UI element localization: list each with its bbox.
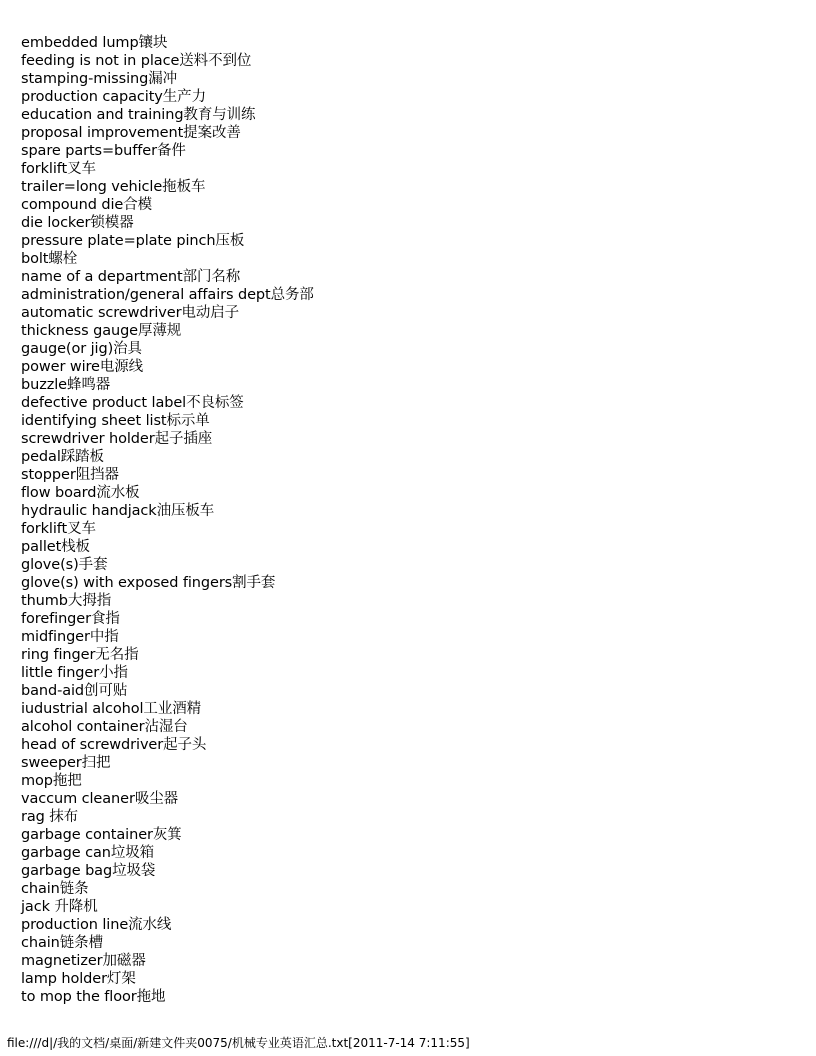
glossary-line: embedded lump镶块	[21, 35, 168, 51]
glossary-line: trailer=long vehicle拖板车	[21, 179, 206, 195]
glossary-line: pallet栈板	[21, 539, 90, 555]
glossary-line: automatic screwdriver电动启子	[21, 305, 240, 321]
glossary-line: spare parts=buffer备件	[21, 143, 186, 159]
glossary-line: forklift叉车	[21, 161, 96, 177]
glossary-line: compound die合模	[21, 197, 152, 213]
glossary-line: buzzle蜂鸣器	[21, 377, 111, 393]
glossary-line: name of a department部门名称	[21, 269, 241, 285]
glossary-line: sweeper扫把	[21, 755, 111, 771]
glossary-line: midfinger中指	[21, 629, 119, 645]
glossary-line: thickness gauge厚薄规	[21, 323, 182, 339]
glossary-line: band-aid创可贴	[21, 683, 128, 699]
glossary-line: pressure plate=plate pinch压板	[21, 233, 245, 249]
glossary-line: education and training教育与训练	[21, 107, 256, 123]
glossary-line: jack 升降机	[21, 899, 98, 915]
glossary-line: to mop the floor拖地	[21, 989, 166, 1005]
glossary-line: power wire电源线	[21, 359, 144, 375]
glossary-line: thumb大拇指	[21, 593, 112, 609]
glossary-line: production capacity生产力	[21, 89, 206, 105]
glossary-line: defective product label不良标签	[21, 395, 244, 411]
glossary-line: ring finger无名指	[21, 647, 139, 663]
glossary-line: garbage can垃圾箱	[21, 845, 155, 861]
glossary-line: feeding is not in place送料不到位	[21, 53, 252, 69]
glossary-line: forklift叉车	[21, 521, 96, 537]
glossary-line: garbage bag垃圾袋	[21, 863, 156, 879]
glossary-line: hydraulic handjack油压板车	[21, 503, 215, 519]
glossary-line: gauge(or jig)治具	[21, 341, 142, 357]
glossary-line: glove(s) with exposed fingers割手套	[21, 575, 276, 591]
glossary-line: iudustrial alcohol工业酒精	[21, 701, 202, 717]
glossary-line: production line流水线	[21, 917, 172, 933]
glossary-line: screwdriver holder起子插座	[21, 431, 213, 447]
glossary-line: glove(s)手套	[21, 557, 108, 573]
glossary-line: vaccum cleaner吸尘器	[21, 791, 179, 807]
glossary-line: proposal improvement提案改善	[21, 125, 241, 141]
glossary-line: forefinger食指	[21, 611, 120, 627]
glossary-line: chain链条	[21, 881, 89, 897]
glossary-line: alcohol container沾湿台	[21, 719, 188, 735]
glossary-line: stopper阻挡器	[21, 467, 119, 483]
glossary-line: administration/general affairs dept总务部	[21, 287, 314, 303]
glossary-text	[21, 34, 801, 1006]
glossary-line: pedal踩踏板	[21, 449, 104, 465]
glossary-line: rag 抹布	[21, 809, 79, 825]
glossary-line: head of screwdriver起子头	[21, 737, 207, 753]
glossary-line: chain链条槽	[21, 935, 103, 951]
glossary-line: magnetizer加磁器	[21, 953, 146, 969]
glossary-line: identifying sheet list标示单	[21, 413, 210, 429]
glossary-line: stamping-missing漏冲	[21, 71, 177, 87]
glossary-line: little finger小指	[21, 665, 128, 681]
glossary-line: mop拖把	[21, 773, 82, 789]
glossary-line: bolt螺栓	[21, 251, 78, 267]
glossary-line: die locker锁模器	[21, 215, 134, 231]
glossary-line: lamp holder灯架	[21, 971, 136, 987]
glossary-line: flow board流水板	[21, 485, 140, 501]
glossary-line: garbage container灰箕	[21, 827, 182, 843]
file-path-footer: file:///d|/我的文档/桌面/新建文件夹0075/机械专业英语汇总.txt[2011-7-14 7:11:55]	[7, 1036, 470, 1050]
